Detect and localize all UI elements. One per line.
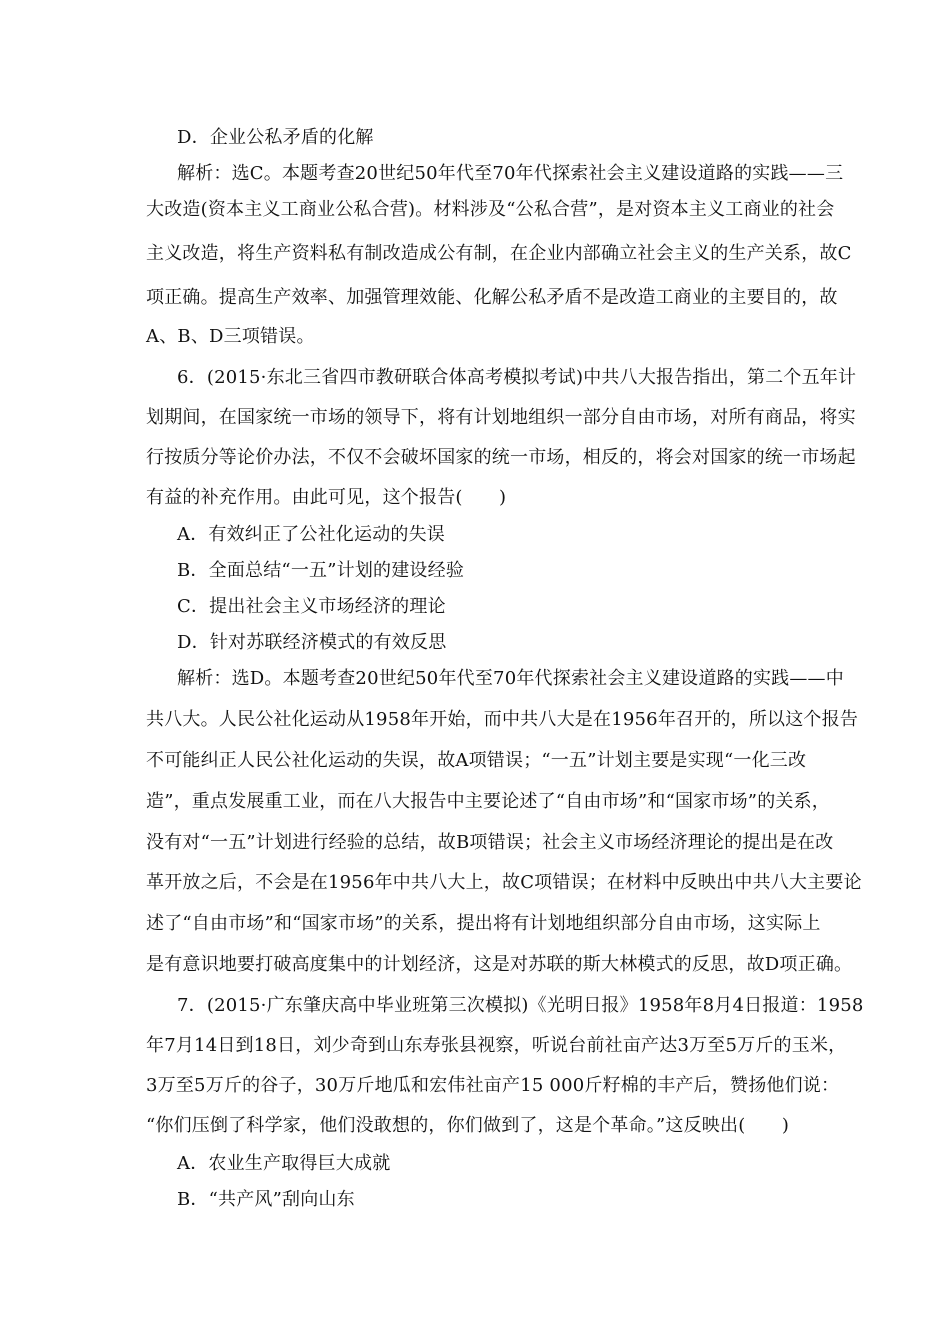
analysis-5-line-5: A、B、D三项错误。 [146,326,315,347]
option-6b: B．全面总结“一五”计划的建设经验 [177,560,465,581]
option-6a: A．有效纠正了公社化运动的失误 [177,524,445,545]
analysis-6-line-5: 没有对“一五”计划进行经验的总结，故B项错误；社会主义市场经济理论的提出是在改 [146,832,834,853]
option-7a: A．农业生产取得巨大成就 [177,1153,391,1174]
analysis-6-line-6: 革开放之后，不会是在1956年中共八大上，故C项错误；在材料中反映出中共八大主要论 [146,872,862,893]
question-7-line-3: 3万至5万斤的谷子，30万斤地瓜和宏伟社亩产15 000斤籽棉的丰产后，赞扬他们说： [146,1075,840,1096]
question-7-line-1: 7．(2015·广东肇庆高中毕业班第三次模拟)《光明日报》1958年8月4日报道：1958 [177,995,864,1016]
option-6c: C．提出社会主义市场经济的理论 [177,596,446,617]
analysis-6-line-4: 造”，重点发展重工业，而在八大报告中主要论述了“自由市场”和“国家市场”的关系， [146,791,831,812]
analysis-6-line-3: 不可能纠正人民公社化运动的失误，故A项错误；“一五”计划主要是实现“一化三改 [146,750,807,771]
analysis-5-line-3: 主义改造，将生产资料私有制改造成公有制，在企业内部确立社会主义的生产关系，故C [146,243,852,264]
option-5d: D．企业公私矛盾的化解 [177,127,374,148]
question-7-line-2: 年7月14日到18日，刘少奇到山东寿张县视察，听说台前社亩产达3万至5万斤的玉米， [146,1035,847,1056]
analysis-5-line-1: 解析：选C。本题考查20世纪50年代至70年代探索社会主义建设道路的实践——三 [177,163,844,184]
analysis-5-line-2: 大改造(资本主义工商业公私合营)。材料涉及“公私合营”，是对资本主义工商业的社会 [146,199,835,220]
option-6d: D．针对苏联经济模式的有效反思 [177,632,447,653]
question-6-line-2: 划期间，在国家统一市场的领导下，将有计划地组织一部分自由市场，对所有商品，将实 [146,407,856,428]
question-6-line-4: 有益的补充作用。由此可见，这个报告( ) [146,487,507,508]
question-6-line-1: 6．(2015·东北三省四市教研联合体高考模拟考试)中共八大报告指出，第二个五年计 [177,367,857,388]
question-7-line-4: “你们压倒了科学家，他们没敢想的，你们做到了，这是个革命。”这反映出( ) [146,1115,790,1136]
option-7b: B．“共产风”刮向山东 [177,1189,355,1210]
analysis-5-line-4: 项正确。提高生产效率、加强管理效能、化解公私矛盾不是改造工商业的主要目的，故 [146,287,838,308]
analysis-6-line-8: 是有意识地要打破高度集中的计划经济，这是对苏联的斯大林模式的反思，故D项正确。 [146,954,853,975]
question-6-line-3: 行按质分等论价办法，不仅不会破坏国家的统一市场，相反的，将会对国家的统一市场起 [146,447,856,468]
analysis-6-line-1: 解析：选D。本题考查20世纪50年代至70年代探索社会主义建设道路的实践——中 [177,668,844,689]
analysis-6-line-2: 共八大。人民公社化运动从1958年开始，而中共八大是在1956年召开的，所以这个报告 [146,709,859,730]
analysis-6-line-7: 述了“自由市场”和“国家市场”的关系，提出将有计划地组织部分自由市场，这实际上 [146,913,821,934]
